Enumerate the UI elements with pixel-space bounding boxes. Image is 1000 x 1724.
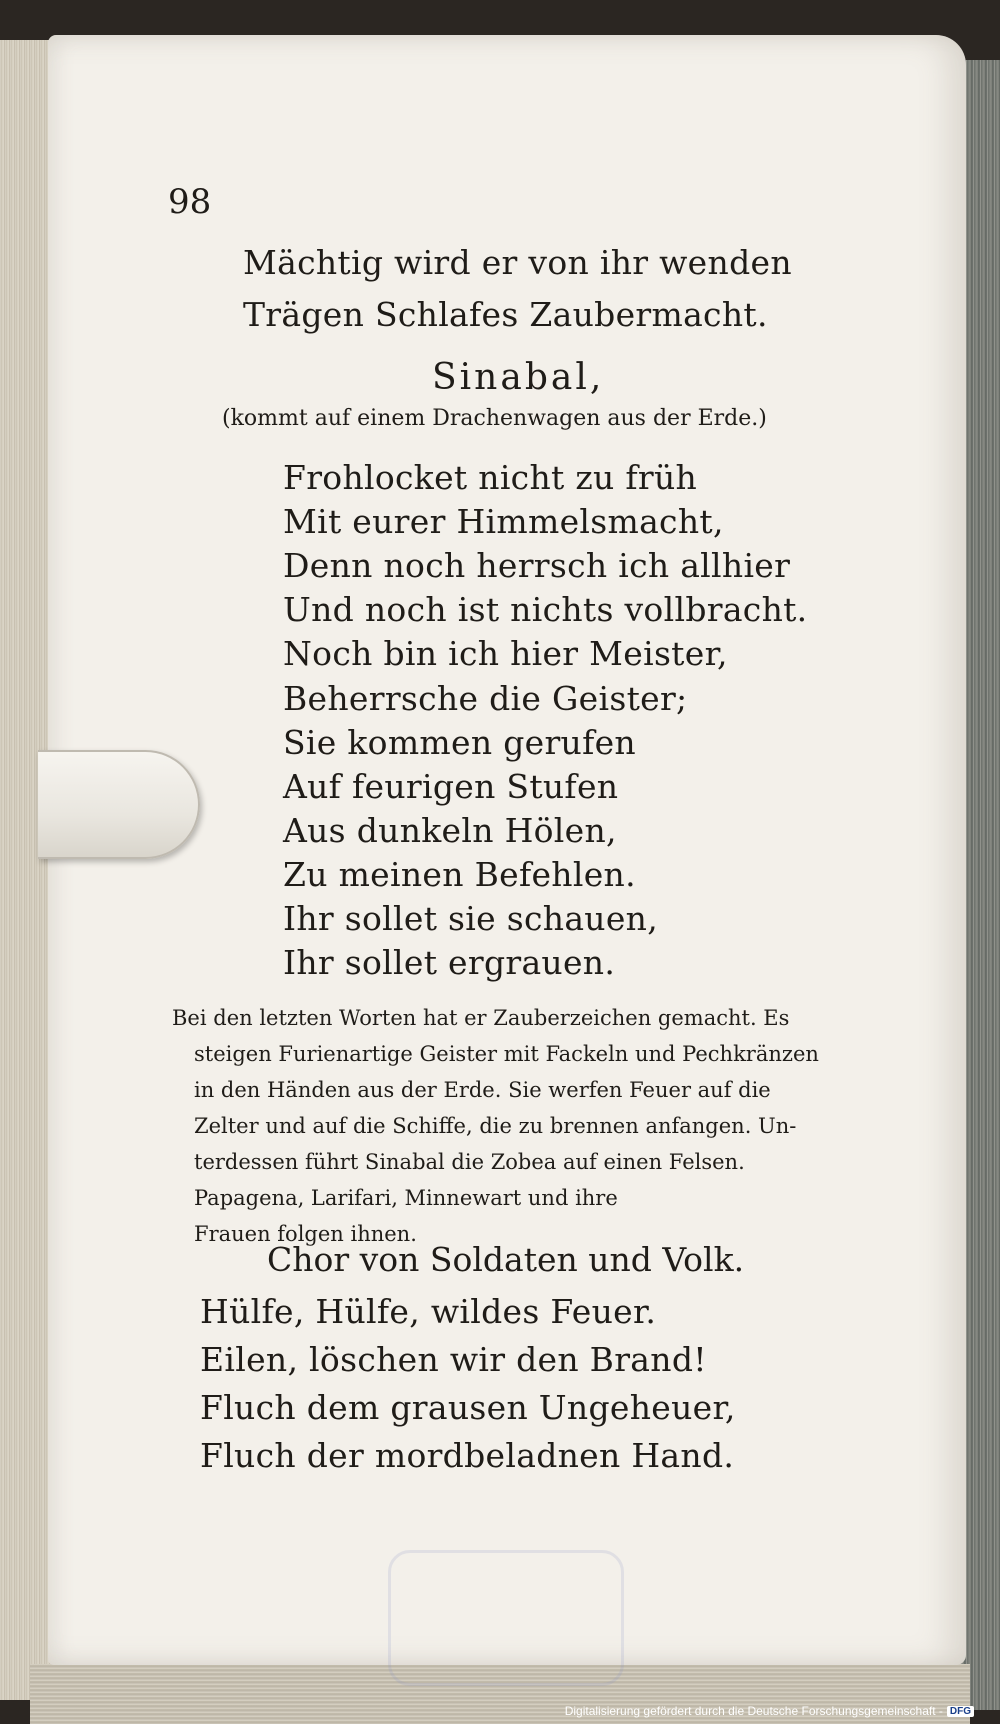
- stage-direction: [172, 1000, 862, 1252]
- speech-line-4: Und noch ist nichts vollbracht.: [283, 590, 808, 629]
- chorus-line-2: Eilen, löschen wir den Brand!: [200, 1340, 707, 1379]
- speech-line-7: Sie kommen gerufen: [283, 723, 636, 762]
- speaker-name: Sinabal,: [432, 357, 605, 398]
- speech-line-6: Beherrsche die Geister;: [283, 679, 688, 718]
- dfg-logo: DFG: [947, 1706, 974, 1717]
- page-number: 98: [168, 182, 212, 222]
- speaker-direction: (kommt auf einem Drachenwagen aus der Erde.): [222, 406, 767, 431]
- chorus-line-4: Fluch der mordbeladnen Hand.: [200, 1436, 735, 1475]
- speech-line-10: Zu meinen Befehlen.: [283, 855, 636, 894]
- chorus-line-3: Fluch dem grausen Ungeheuer,: [200, 1388, 736, 1427]
- stage-direction-line: steigen Furienartige Geister mit Fackeln und Pechkränzen: [194, 1042, 819, 1066]
- page-stack-left: [0, 40, 55, 1700]
- bookmark-clip: [38, 750, 200, 859]
- stage-direction-line: terdessen führt Sinabal die Zobea auf einen Felsen.: [194, 1150, 745, 1174]
- digitization-footer: [565, 1704, 974, 1718]
- speech-line-9: Aus dunkeln Hölen,: [283, 811, 617, 850]
- opening-line-2: Trägen Schlafes Zaubermacht.: [243, 295, 768, 334]
- chorus-heading: Chor von Soldaten und Volk.: [267, 1240, 745, 1279]
- speech-line-12: Ihr sollet ergrauen.: [283, 943, 616, 982]
- speech-line-5: Noch bin ich hier Meister,: [283, 634, 728, 673]
- speech-line-11: Ihr sollet sie schauen,: [283, 899, 659, 938]
- stage-direction-line: Papagena, Larifari, Minnewart und ihre: [194, 1186, 618, 1210]
- speech-line-1: Frohlocket nicht zu früh: [283, 458, 698, 497]
- library-stamp: [388, 1550, 624, 1686]
- page-stack-right: [960, 60, 1000, 1710]
- speech-line-8: Auf feurigen Stufen: [283, 767, 619, 806]
- stage-direction-line: Frauen folgen ihnen.: [194, 1222, 417, 1246]
- chorus-line-1: Hülfe, Hülfe, wildes Feuer.: [200, 1292, 657, 1331]
- opening-line-1: Mächtig wird er von ihr wenden: [243, 243, 792, 282]
- stage-direction-line: Bei den letzten Worten hat er Zauberzeichen gemacht. Es: [172, 1006, 790, 1030]
- speech-line-3: Denn noch herrsch ich allhier: [283, 546, 791, 585]
- stage-direction-line: Zelter und auf die Schiffe, die zu brennen anfangen. Un-: [194, 1114, 797, 1138]
- speech-line-2: Mit eurer Himmelsmacht,: [283, 502, 724, 541]
- footer-text: Digitalisierung gefördert durch die Deutsche Forschungsgemeinschaft -: [564, 1704, 943, 1718]
- stage-direction-line: in den Händen aus der Erde. Sie werfen Feuer auf die: [194, 1078, 771, 1102]
